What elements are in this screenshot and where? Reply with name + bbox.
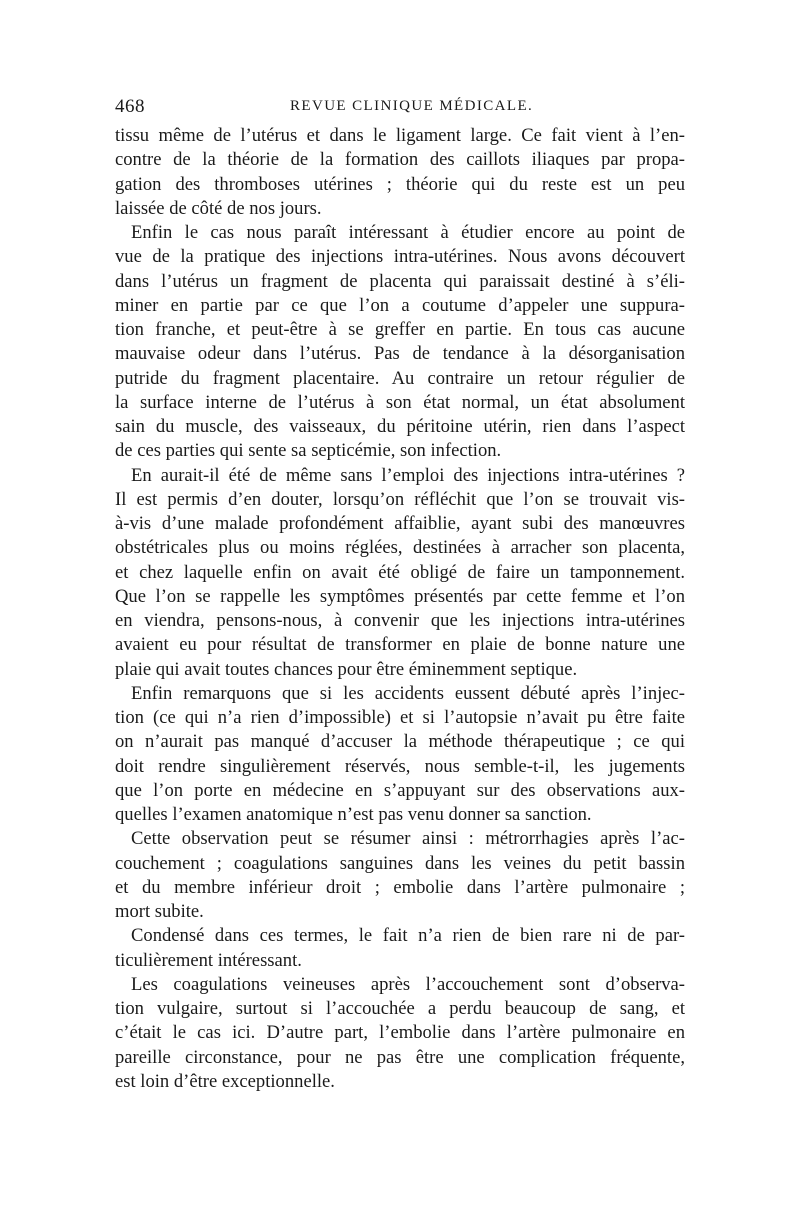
paragraph-7 [115, 973, 685, 1094]
text-line: et du membre inférieur droit ; embolie dans l’artère pulmonaire ; [115, 876, 685, 898]
text-line: Que l’on se rappelle les symptômes présentés par cette femme et l’on [115, 585, 685, 607]
text-line: tissu même de l’utérus et dans le ligament large. Ce fait vient à l’en- [115, 125, 685, 146]
text-line: est loin d’être exceptionnelle. [115, 1070, 335, 1092]
paragraph-3 [115, 464, 685, 682]
paragraph-5 [115, 827, 685, 924]
text-line: avaient eu pour résultat de transformer en plaie de bonne nature une [115, 634, 685, 656]
text-line: putride du fragment placentaire. Au contraire un retour régulier de [115, 367, 685, 389]
page-header [115, 96, 685, 120]
text-line: tion vulgaire, surtout si l’accouchée a perdu beaucoup de sang, et [115, 998, 685, 1019]
text-line: que l’on porte en médecine en s’appuyant sur des observations aux- [115, 779, 685, 801]
text-line: laissée de côté de nos jours. [115, 197, 322, 219]
paragraph-2 [115, 221, 685, 464]
text-line: Il est permis d’en douter, lorsqu’on réfléchit que l’on se trouvait vis- [115, 488, 685, 510]
running-head: REVUE CLINIQUE MÉDICALE. [290, 98, 534, 114]
text-line: pareille circonstance, pour ne pas être une complication fréquente, [115, 1046, 685, 1068]
text-line: Cette observation peut se résumer ainsi : métrorrhagies après l’ac- [131, 828, 685, 850]
text-line: ticulièrement intéressant. [115, 949, 302, 971]
text-line: mauvaise odeur dans l’utérus. Pas de tendance à la désorganisation [115, 343, 685, 365]
text-line: tion franche, et peut-être à se greffer en partie. En tous cas aucune [115, 319, 685, 340]
text-line: tion (ce qui n’a rien d’impossible) et si l’autopsie n’avait pu être faite [115, 707, 685, 728]
text-line: on n’aurait pas manqué d’accuser la méthode thérapeutique ; ce qui [115, 731, 685, 753]
text-line: mort subite. [115, 901, 204, 922]
text-line: couchement ; coagulations sanguines dans les veines du petit bassin [115, 852, 685, 874]
text-line: doit rendre singulièrement réservés, nous semble-t-il, les jugements [115, 755, 685, 777]
paragraph-1 [115, 124, 685, 221]
text-line: Condensé dans ces termes, le fait n’a rien de bien rare ni de par- [131, 925, 685, 947]
text-line: dans l’utérus un fragment de placenta qui paraissait destiné à s’éli- [115, 270, 685, 292]
text-line: c’était le cas ici. D’autre part, l’embolie dans l’artère pulmonaire en [115, 1022, 685, 1044]
paragraph-6 [115, 924, 685, 973]
text-line: vue de la pratique des injections intra-utérines. Nous avons découvert [115, 246, 685, 268]
book-page [115, 96, 685, 1094]
text-line: quelles l’examen anatomique n’est pas venu donner sa sanction. [115, 804, 592, 825]
text-line: obstétricales plus ou moins réglées, destinées à arracher son placenta, [115, 537, 685, 559]
text-line: Enfin remarquons que si les accidents eussent débuté après l’injec- [131, 682, 685, 704]
text-line: gation des thromboses utérines ; théorie qui du reste est un peu [115, 173, 685, 195]
text-line: contre de la théorie de la formation des caillots iliaques par propa- [115, 149, 685, 171]
text-line: sain du muscle, des vaisseaux, du péritoine utérin, rien dans l’aspect [115, 416, 685, 437]
text-line: et chez laquelle enfin on avait été obligé de faire un tamponnement. [115, 561, 685, 583]
text-line: Les coagulations veineuses après l’accouchement sont d’observa- [131, 973, 685, 995]
text-line: miner en partie par ce que l’on a coutume d’appeler une suppura- [115, 294, 685, 316]
text-line: à-vis d’une malade profondément affaiblie, ayant subi des manœuvres [115, 513, 685, 534]
text-line: En aurait-il été de même sans l’emploi des injections intra-utérines ? [131, 464, 685, 486]
text-line: plaie qui avait toutes chances pour être éminemment septique. [115, 658, 578, 680]
body-text [115, 124, 685, 1094]
text-line: la surface interne de l’utérus à son état normal, un état absolument [115, 391, 685, 413]
page-number: 468 [115, 96, 145, 117]
text-line: de ces parties qui sente sa septicémie, son infection. [115, 440, 502, 462]
paragraph-4 [115, 682, 685, 828]
text-line: en viendra, pensons-nous, à convenir que les injections intra-utérines [115, 610, 685, 631]
text-line: Enfin le cas nous paraît intéressant à étudier encore au point de [131, 222, 685, 243]
